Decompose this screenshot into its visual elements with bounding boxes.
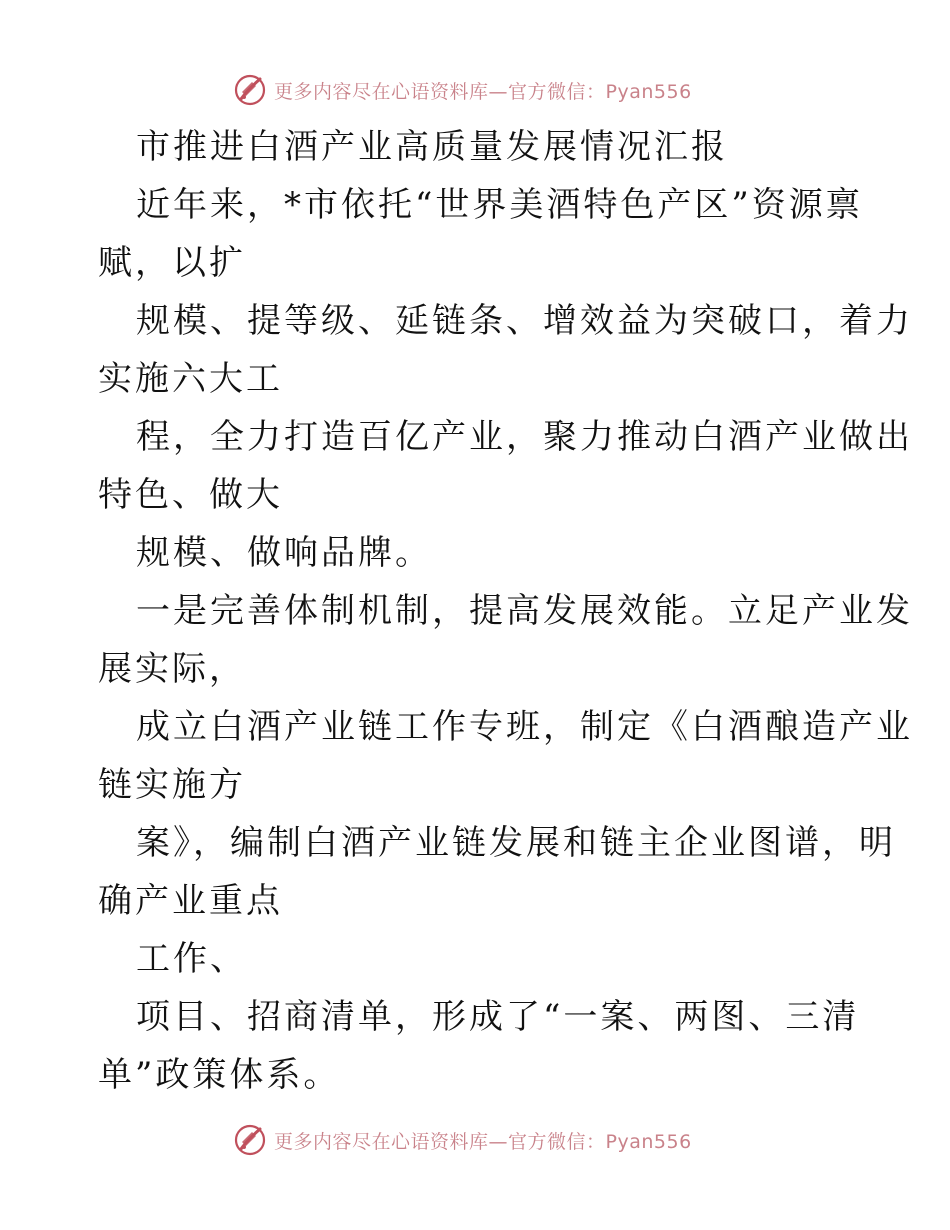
- pen-logo-icon: [232, 72, 268, 108]
- text-line: 市推进白酒产业高质量发展情况汇报: [136, 127, 728, 167]
- watermark-separator: —: [488, 1130, 509, 1153]
- document-body: [98, 118, 913, 1104]
- text-line: 成立白酒产业链工作专班，制定《白酒酿造产业: [136, 707, 913, 747]
- text-line: 程，全力打造百亿产业，聚力推动白酒产业做出: [136, 417, 913, 457]
- text-line: 链实施方: [98, 765, 246, 805]
- text-line: 规模、提等级、延链条、增效益为突破口，着力: [136, 301, 913, 341]
- text-line: 一是完善体制机制，提高发展效能。立足产业发: [136, 591, 913, 631]
- header-watermark: [232, 72, 692, 108]
- watermark-title: 更多内容尽在心语资料库: [274, 1130, 489, 1153]
- text-line: 规模、做响品牌。: [136, 533, 432, 573]
- watermark-handle: Pyan556: [605, 1130, 692, 1153]
- watermark-text: [274, 1127, 692, 1154]
- text-line: 确产业重点: [98, 881, 283, 921]
- text-line: 项目、招商清单，形成了“一案、两图、三清: [136, 997, 860, 1037]
- watermark-handle: Pyan556: [605, 80, 692, 103]
- text-line: 工作、: [136, 939, 247, 979]
- watermark-text: [274, 77, 692, 104]
- watermark-suffix: 官方微信：: [508, 80, 606, 103]
- watermark-suffix: 官方微信：: [508, 1130, 606, 1153]
- watermark-title: 更多内容尽在心语资料库: [274, 80, 489, 103]
- text-line: 案》，编制白酒产业链发展和链主企业图谱，明: [136, 823, 896, 863]
- pen-logo-icon: [232, 1122, 268, 1158]
- text-line: 特色、做大: [98, 475, 283, 515]
- text-line: 展实际，: [98, 649, 246, 689]
- text-line: 实施六大工: [98, 359, 283, 399]
- text-line: 赋，以扩: [98, 243, 246, 283]
- watermark-separator: —: [488, 80, 509, 103]
- text-line: 单”政策体系。: [98, 1055, 341, 1095]
- text-line: 近年来，*市依托“世界美酒特色产区”资源禀: [136, 185, 863, 225]
- footer-watermark: [232, 1122, 692, 1158]
